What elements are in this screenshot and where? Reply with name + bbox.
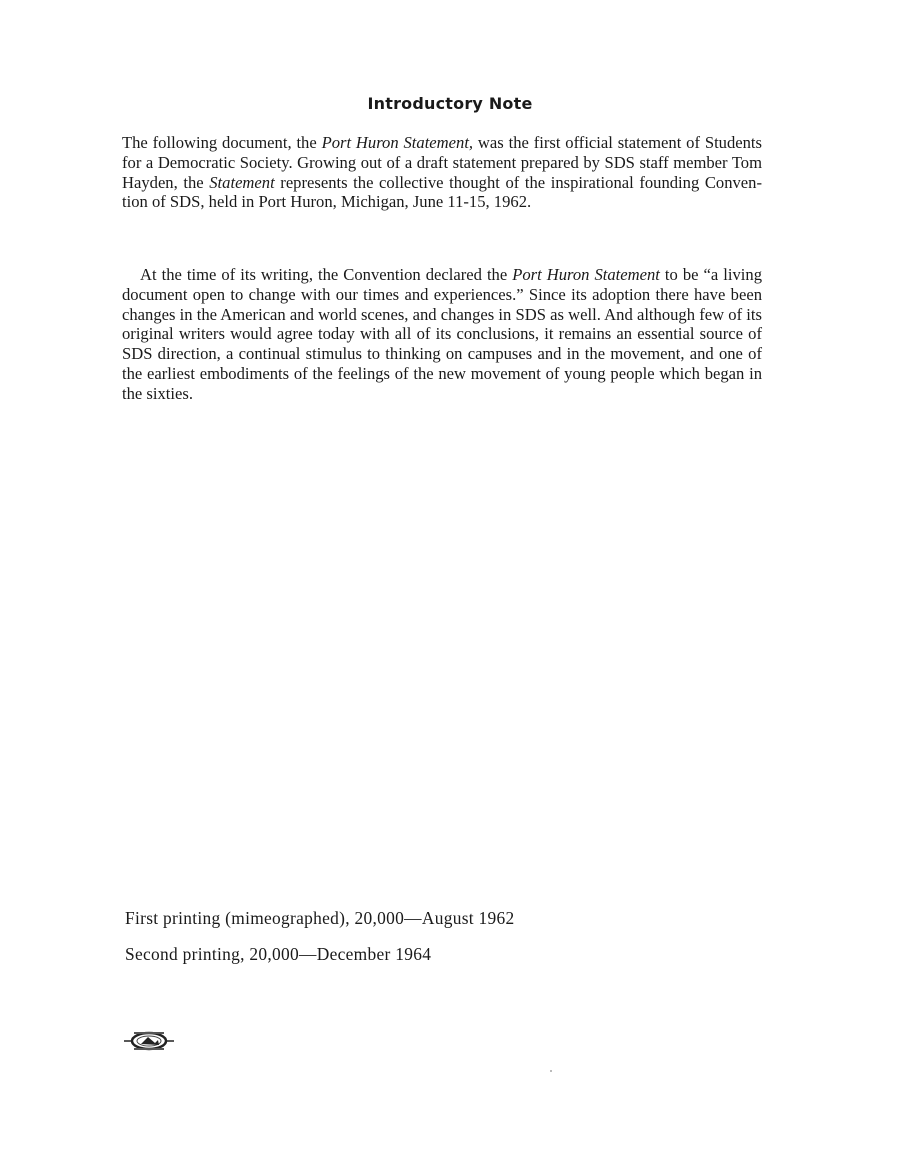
first-printing-line: First printing (mimeographed), 20,000—August 1962 [125, 908, 515, 928]
print-speck [550, 1070, 552, 1072]
paragraph-text: represents the collective thought of the inspirational founding Convention of SDS, held in Port Huron, Michigan, June 11-15, 1962. [122, 172, 762, 212]
intro-paragraph-2 [122, 265, 762, 404]
intro-paragraph-1 [122, 133, 762, 212]
second-printing-line: Second printing, 20,000—December 1964 [125, 944, 432, 964]
page-title: Introductory Note [367, 94, 533, 113]
paragraph-text: to be “a living document open to change with our times and experiences.” Since its adoption there have been changes in the American and world scenes, and changes in SDS as well. And although few of its original writers would agree today with all of its conclusions, it remains an essential source of SDS direction, a continual stimulus to thinking on campuses and in the movement, and one of the earliest embodiments of the feelings of the new movement of young people which began in the sixties. [122, 265, 762, 403]
paragraph-text: The following document, the [122, 133, 322, 152]
italic-title-reference: Port Huron Statement, [321, 133, 474, 152]
italic-title-reference: Statement [209, 172, 275, 192]
union-printers-bug-icon [124, 1030, 174, 1052]
paragraph-text: At the time of its writing, the Convention declared the [140, 265, 513, 284]
paragraph-text: was the first official statement of Students for a Democratic Society. Growing out of a draft statement prepared by SDS staff member Tom Hayden, the [122, 133, 762, 192]
italic-title-reference: Port Huron Statement [512, 265, 660, 284]
